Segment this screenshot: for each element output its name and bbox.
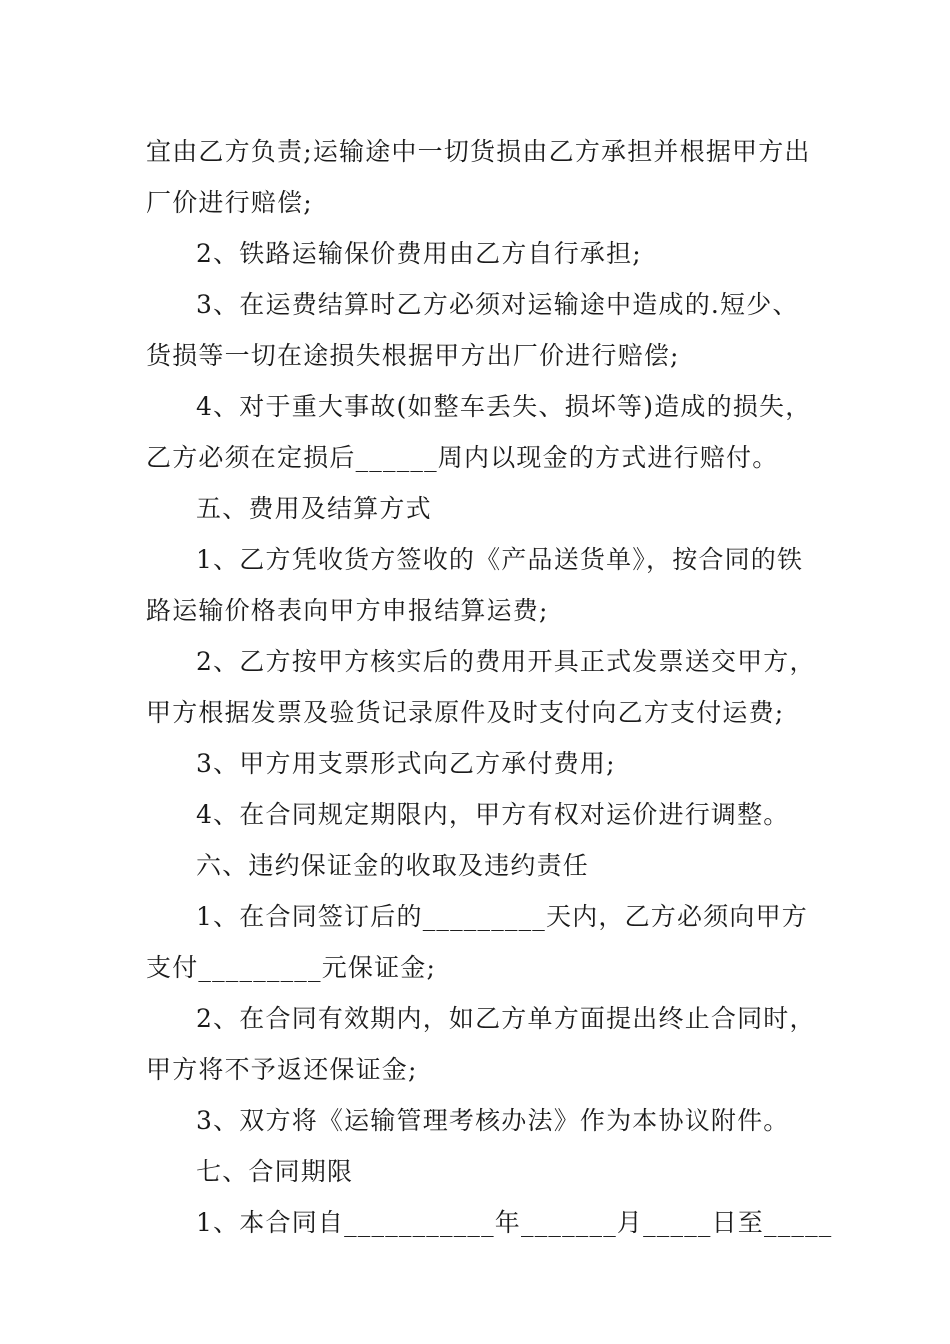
document-line: 五、费用及结算方式 <box>196 494 432 523</box>
document-line: 六、违约保证金的收取及违约责任 <box>196 851 590 880</box>
document-body <box>146 126 833 1248</box>
document-line: 七、合同期限 <box>196 1157 354 1186</box>
document-line: 3、甲方用支票形式向乙方承付费用; <box>196 749 616 778</box>
document-line: 甲方将不予返还保证金; <box>146 1055 418 1084</box>
document-line: 支付_________元保证金; <box>146 953 437 982</box>
document-line: 3、双方将《运输管理考核办法》作为本协议附件。 <box>196 1106 790 1135</box>
document-line: 2、铁路运输保价费用由乙方自行承担; <box>196 239 642 268</box>
document-line: 乙方必须在定损后______周内以现金的方式进行赔付。 <box>146 443 779 472</box>
document-line: 1、乙方凭收货方签收的《产品送货单》，按合同的铁 <box>196 545 804 574</box>
document-line: 4、对于重大事故(如整车丢失、损坏等)造成的损失， <box>196 392 812 421</box>
document-line: 货损等一切在途损失根据甲方出厂价进行赔偿; <box>146 341 680 370</box>
document-line: 宜由乙方负责;运输途中一切货损由乙方承担并根据甲方出 <box>146 137 811 166</box>
document-line: 1、在合同签订后的_________天内，乙方必须向甲方 <box>196 902 809 931</box>
document-line: 3、在运费结算时乙方必须对运输途中造成的.短少、 <box>196 290 799 319</box>
document-line: 2、乙方按甲方核实后的费用开具正式发票送交甲方， <box>196 647 816 676</box>
document-line: 厂价进行赔偿; <box>146 188 313 217</box>
document-line: 甲方根据发票及验货记录原件及时支付向乙方支付运费; <box>146 698 785 727</box>
document-line: 4、在合同规定期限内，甲方有权对运价进行调整。 <box>196 800 790 829</box>
document-line: 2、在合同有效期内，如乙方单方面提出终止合同时， <box>196 1004 816 1033</box>
document-line: 1、本合同自___________年_______月_____日至_____ <box>196 1208 833 1237</box>
document-line: 路运输价格表向甲方申报结算运费; <box>146 596 549 625</box>
